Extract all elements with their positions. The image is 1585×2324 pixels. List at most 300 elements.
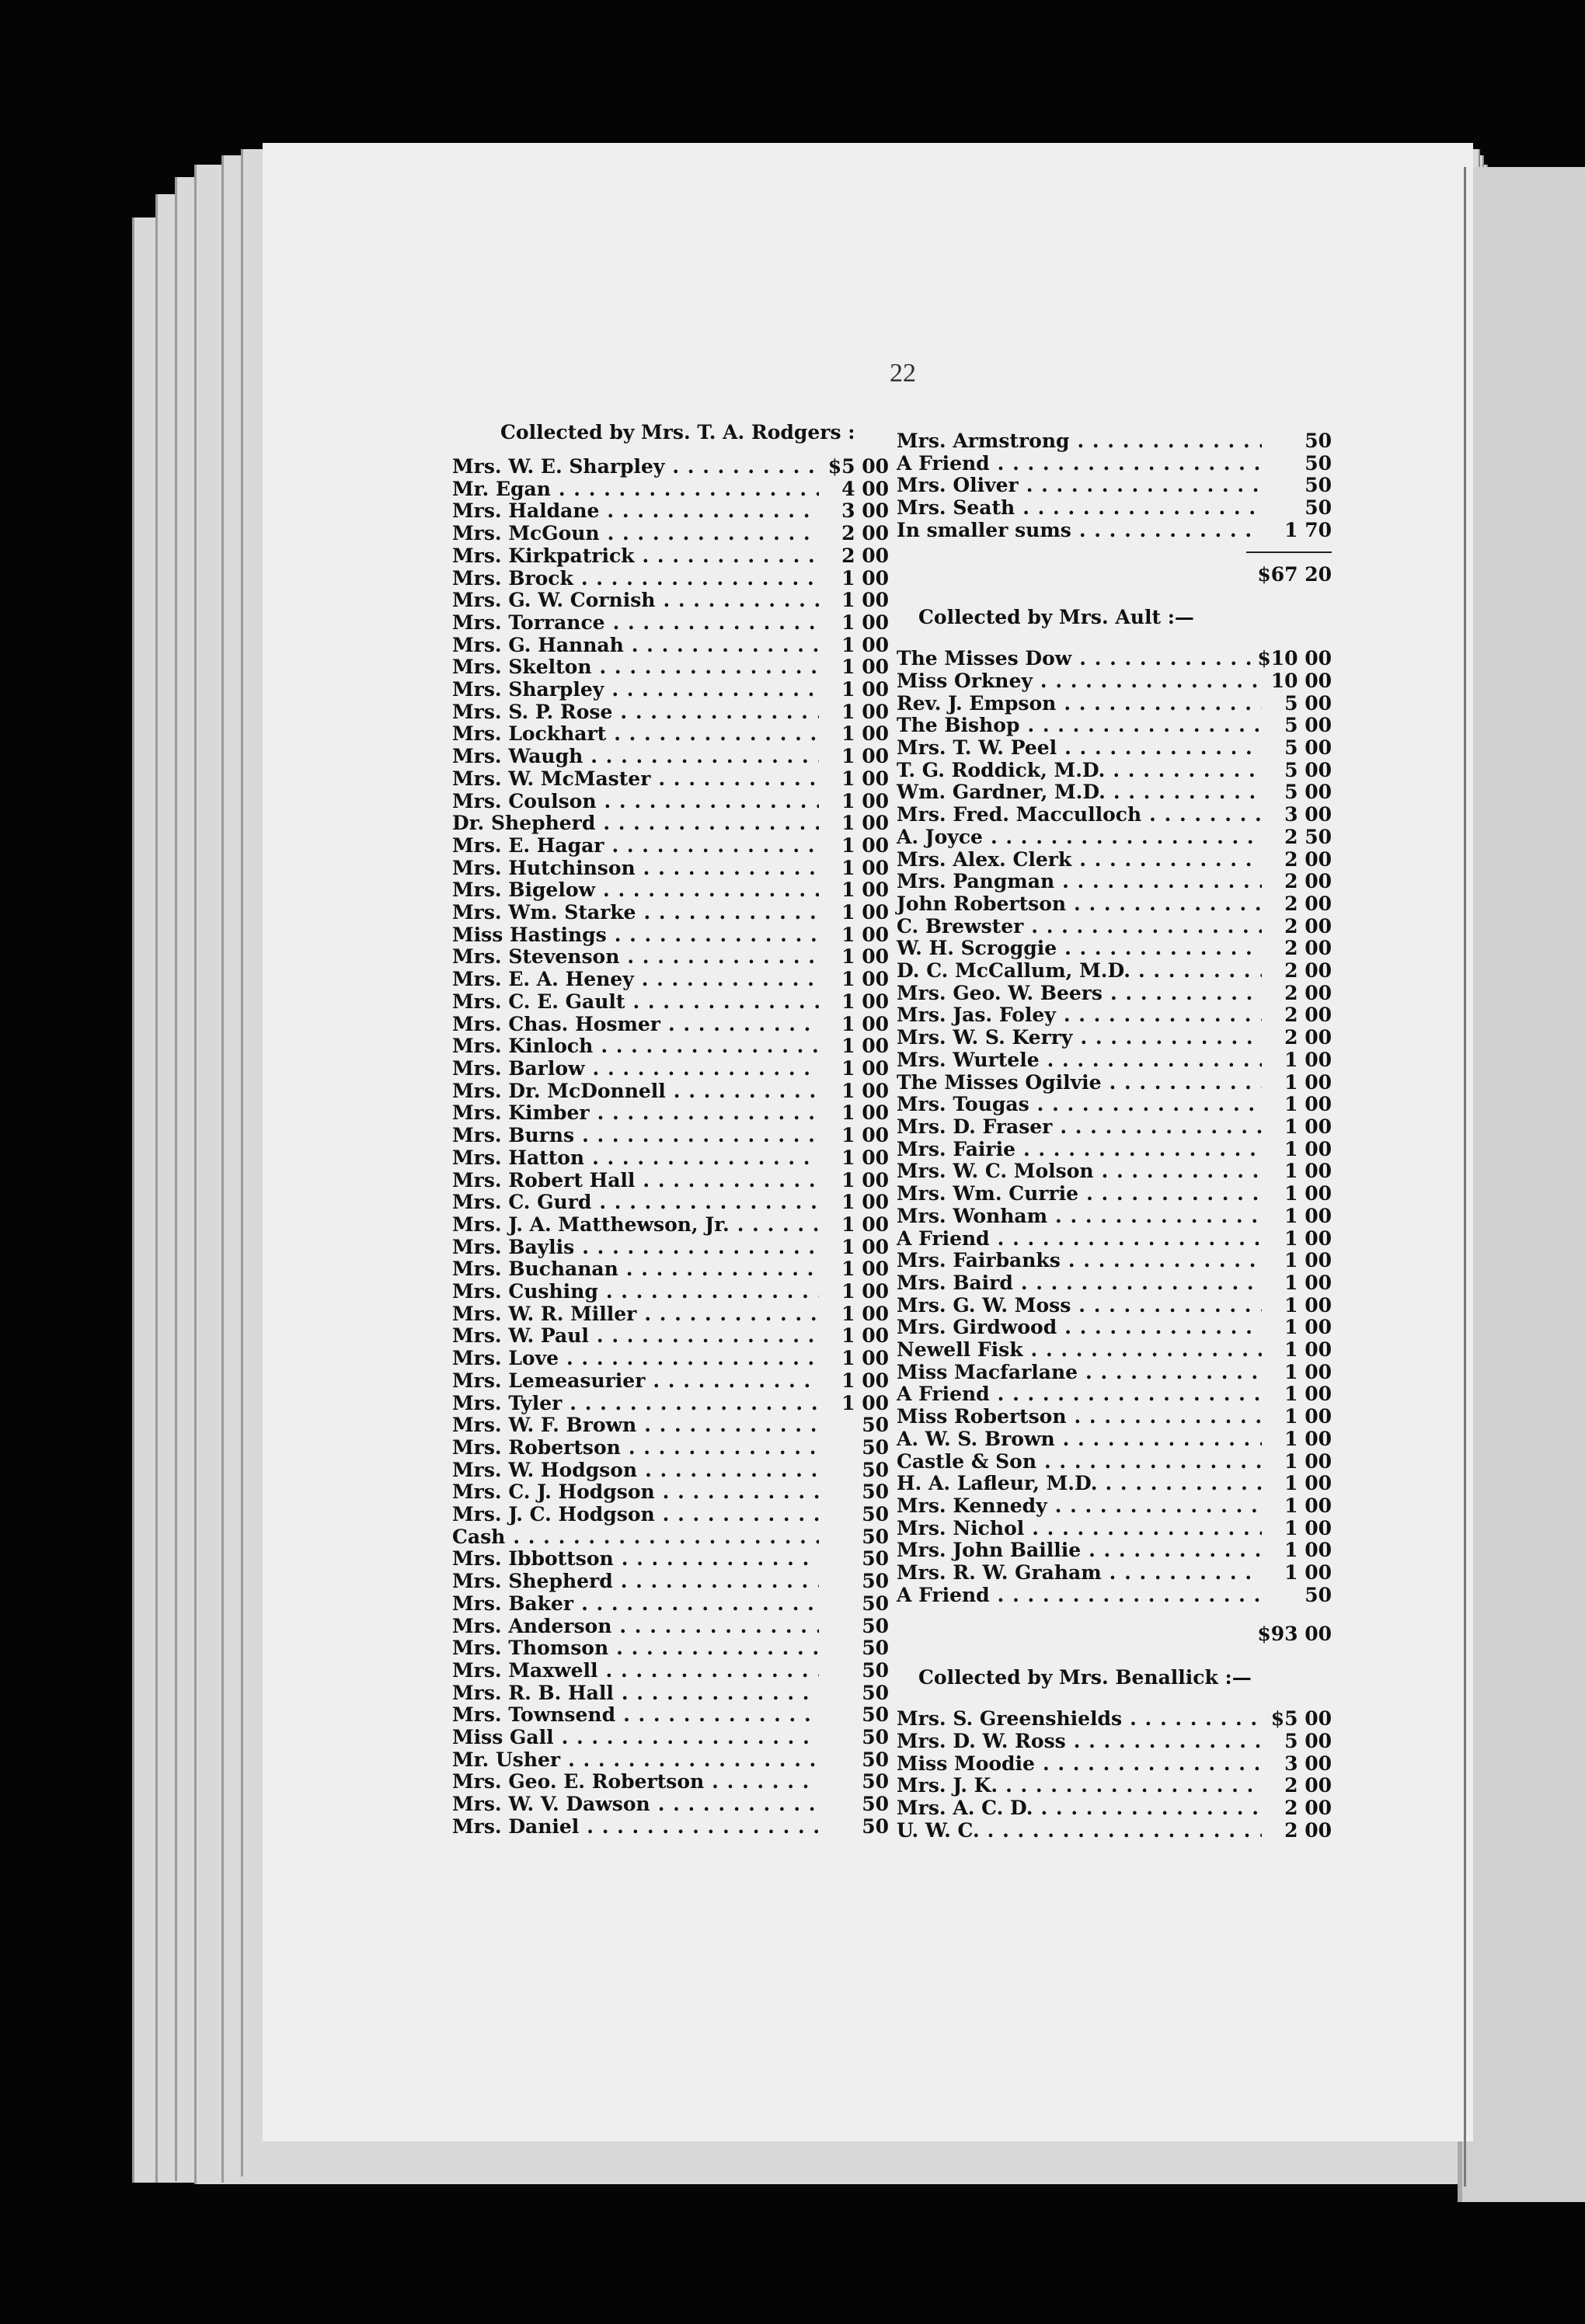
list-item [897,670,1332,693]
leader-dots [513,1526,819,1549]
donation-amount: 1 00 [841,1369,889,1392]
donation-amount: 50 [1305,451,1332,475]
donor-name: Mrs. Robertson [452,1435,621,1459]
list-item [452,1771,889,1793]
donor-name: Mrs. C. Gurd [452,1191,592,1214]
donor-name: Mrs. Fairbanks [897,1249,1061,1272]
list-item [452,1616,889,1638]
donation-amount: 5 00 [1284,781,1332,804]
donor-name: Mrs. Kinloch [452,1035,594,1058]
leader-dots [1102,1160,1262,1183]
list-item [452,946,889,969]
leader-dots [1047,1049,1262,1072]
donor-name: Mrs. R. W. Graham [897,1561,1102,1585]
donor-name: Mrs. C. E. Gault [452,990,625,1013]
leader-dots [1113,760,1262,782]
donation-amount: 50 [862,1458,889,1481]
donation-amount: 50 [862,1570,889,1593]
leader-dots [1043,1753,1262,1776]
donor-name: Mrs. Haldane [452,499,600,523]
leader-dots [593,1058,819,1080]
donor-name: A Friend [897,1226,990,1250]
list-item [452,1548,889,1571]
list-item [897,1160,1332,1183]
donor-name: Miss Robertson [897,1405,1067,1428]
leader-dots [603,812,819,835]
donation-amount: 1 00 [841,1258,889,1281]
donation-amount: 50 [862,1480,889,1504]
donation-amount: 1 00 [841,1347,889,1370]
leader-dots [1068,1250,1262,1272]
list-item [452,746,889,768]
list-item [452,1258,889,1281]
leader-dots [1005,1775,1262,1797]
list-item [452,1192,889,1214]
leader-dots [1064,693,1262,715]
list-item [452,1414,889,1437]
facing-page-edge [1458,167,1585,2202]
leader-dots [1064,1317,1262,1339]
donation-amount: 50 [1305,496,1332,520]
leader-dots [568,1749,819,1772]
donor-name: Miss Orkney [897,669,1033,692]
leader-dots [604,791,820,813]
leader-dots [1022,497,1262,520]
leader-dots [642,969,819,991]
donor-name: Mrs. Nichol [897,1516,1025,1539]
donor-name: Mrs. Maxwell [452,1658,598,1682]
donor-name: Mrs. Armstrong [897,430,1070,452]
donation-amount: 3 00 [1284,1752,1332,1775]
donation-amount: 2 00 [841,544,889,567]
donor-name: Mrs. McGoun [452,522,600,545]
donor-name: John Robertson [897,892,1067,915]
leader-dots [1064,1004,1262,1027]
leader-dots [626,1258,819,1281]
rodgers-list [452,456,889,1839]
list-item [452,1102,889,1125]
leader-dots [1075,1406,1262,1428]
list-item [897,497,1332,520]
leader-dots [606,1281,819,1303]
list-item [897,1362,1332,1384]
list-item [897,1317,1332,1339]
donation-amount: 1 00 [841,767,889,790]
donor-name: Mrs. G. Hannah [452,633,624,656]
donor-name: Mrs. Fred. Macculloch [897,803,1142,826]
list-item [452,1237,889,1259]
donation-amount: 1 00 [1284,1093,1332,1116]
list-item [897,960,1332,983]
list-item [452,768,889,791]
donor-name: Mrs. Fairie [897,1137,1015,1160]
donation-amount: 1 00 [841,1124,889,1147]
list-item [452,635,889,657]
leader-dots [737,1214,819,1237]
list-item [897,1139,1332,1161]
list-item [452,1170,889,1192]
donor-name: A Friend [897,1583,990,1606]
list-item [452,723,889,746]
leader-dots [991,826,1262,849]
donation-amount: 1 00 [841,1391,889,1414]
leader-dots [632,991,819,1014]
donor-name: The Misses Ogilvie [897,1070,1102,1094]
list-item [452,1593,889,1616]
donation-amount: 1 00 [841,878,889,902]
list-item [452,1214,889,1237]
donor-name: Mrs. J. A. Matthewson, Jr. [452,1212,730,1236]
donation-amount: 1 00 [1284,1115,1332,1138]
leader-dots [643,902,819,924]
list-item [452,1571,889,1593]
donor-name: Mrs. Baylis [452,1235,575,1258]
donation-amount: 50 [862,1525,889,1548]
donation-amount: 2 00 [1284,981,1332,1004]
list-item [897,893,1332,916]
list-item [452,568,889,590]
list-item [452,991,889,1014]
leader-dots [998,1585,1262,1607]
donation-amount: 1 00 [1284,1137,1332,1160]
donor-name: Mrs. Daniel [452,1814,580,1838]
donor-name: Mrs. E. A. Heney [452,968,634,991]
donor-name: Mrs. Love [452,1347,559,1370]
list-item [452,456,889,478]
donor-name: Mrs. Buchanan [452,1258,618,1281]
leader-dots [1063,1428,1262,1451]
list-item [897,1708,1332,1731]
donor-name: Mrs. Sharpley [452,678,604,701]
donation-amount: 1 00 [841,656,889,679]
leader-dots [621,1571,819,1593]
donation-amount: 1 00 [1284,1070,1332,1094]
list-item [452,1393,889,1415]
donation-amount: 1 00 [1284,1182,1332,1205]
list-item [897,1295,1332,1317]
donation-amount: 1 00 [1284,1204,1332,1227]
donor-name: Mrs. Tyler [452,1391,563,1414]
list-item [897,938,1332,960]
donor-name: Mrs. Townsend [452,1703,616,1727]
donation-amount: 1 00 [1284,1561,1332,1585]
donation-amount: 1 00 [1284,1494,1332,1517]
list-item [452,1660,889,1682]
leader-dots [658,768,819,791]
list-item [897,1562,1332,1585]
leader-dots [619,1616,819,1638]
leader-dots [1149,804,1262,826]
leader-dots [603,879,819,902]
donor-name: Castle & Son [897,1449,1037,1473]
donor-name: D. C. McCallum, M.D. [897,959,1130,983]
list-item [452,1348,889,1370]
donation-amount: 50 [862,1793,889,1816]
list-item [897,1406,1332,1428]
leader-dots [562,1727,819,1749]
leader-dots [623,1704,819,1727]
list-item [897,1205,1332,1228]
donation-amount: 1 00 [841,1235,889,1258]
list-item [452,1504,889,1526]
donor-name: Mrs. S. Greenshields [897,1707,1123,1731]
donation-amount: 1 00 [841,633,889,656]
donation-amount: 50 [862,1592,889,1615]
donation-amount: 2 50 [1284,825,1332,848]
leader-dots [622,1548,819,1571]
donor-name: Mrs. Waugh [452,745,583,768]
donor-name: Miss Hastings [452,923,607,946]
donation-amount: 50 [862,1681,889,1704]
donor-name: Cash [452,1525,506,1548]
donation-amount: 1 00 [1284,1539,1332,1562]
list-item [897,1027,1332,1049]
leader-dots [582,1125,819,1147]
donor-name: Mrs. Barlow [452,1056,585,1080]
leader-dots [1077,430,1262,453]
leader-dots [613,612,819,635]
list-item [452,879,889,902]
donation-amount: 2 00 [1284,1026,1332,1049]
donor-name: A Friend [897,451,990,475]
list-item [452,1125,889,1147]
leader-dots [1106,1473,1263,1495]
list-item [897,693,1332,715]
leader-dots [614,723,819,746]
donor-name: Mrs. Wonham [897,1204,1048,1227]
leader-dots [600,656,819,679]
donation-amount: 3 00 [841,499,889,523]
list-item [452,1727,889,1749]
list-item [452,1058,889,1080]
donation-amount: 5 00 [1284,736,1332,760]
list-item [452,1325,889,1348]
list-item [452,1793,889,1816]
donor-name: Mrs. W. R. Miller [452,1302,637,1325]
list-item [452,545,889,568]
list-item [897,1250,1332,1272]
donation-amount: $5 00 [827,455,889,478]
leader-dots [606,1660,819,1682]
binding-line [1464,167,1466,2187]
list-item [452,500,889,523]
donation-amount: 1 70 [1284,518,1332,541]
list-item [452,612,889,635]
leader-dots [1089,1539,1262,1562]
donation-amount: 50 [862,1770,889,1793]
list-item [897,1272,1332,1295]
list-item [897,1539,1332,1562]
donor-name: Mrs. Kirkpatrick [452,544,635,567]
leader-dots [559,478,819,501]
donation-amount: 1 00 [841,856,889,879]
donation-amount: 1 00 [841,923,889,946]
leader-dots [658,1793,819,1816]
list-item [452,1816,889,1839]
donor-name: Mrs. John Baillie [897,1539,1082,1562]
donation-amount: 1 00 [841,1168,889,1192]
leader-dots [581,568,819,590]
donor-name: Mrs. Stevenson [452,945,620,969]
donation-amount: 1 00 [841,745,889,768]
donation-amount: 1 00 [841,700,889,723]
list-item [897,1339,1332,1362]
leader-dots [597,1102,819,1125]
donor-name: Mrs. Baker [452,1592,574,1615]
donor-name: Mrs. Thomson [452,1637,609,1660]
donor-name: Miss Macfarlane [897,1360,1078,1383]
leader-dots [663,1504,819,1526]
donation-amount: 50 [862,1814,889,1838]
donor-name: A. W. S. Brown [897,1427,1055,1450]
donor-name: Mrs. W. McMaster [452,767,651,790]
donation-amount: 1 00 [1284,1516,1332,1539]
donation-amount: 1 00 [1284,1360,1332,1383]
leader-dots [672,456,819,478]
list-item [897,1428,1332,1451]
donor-name: Mrs. A. C. D. [897,1796,1033,1819]
donation-amount: 50 [862,1726,889,1749]
donor-name: Mrs. J. C. Hodgson [452,1503,655,1526]
list-item [897,1004,1332,1027]
rodgers-heading: Collected by Mrs. T. A. Rodgers : [500,421,855,444]
leader-dots [1113,781,1262,804]
leader-dots [1023,1139,1262,1161]
list-item [897,1116,1332,1139]
list-item [452,924,889,947]
donor-name: Mrs. J. K. [897,1774,998,1797]
leader-dots [1074,1731,1262,1753]
list-item [452,812,889,835]
leader-dots [1026,475,1262,497]
donor-name: Mrs. Geo. W. Beers [897,981,1103,1004]
donor-name: W. H. Scroggie [897,937,1057,960]
donation-amount: 2 00 [1284,959,1332,983]
donor-name: C. Brewster [897,914,1024,938]
donor-name: Mrs. Wm. Currie [897,1182,1079,1205]
donation-amount: 2 00 [1284,1818,1332,1842]
leader-dots [1060,1116,1262,1139]
leader-dots [1110,1072,1262,1094]
donation-amount: 1 00 [841,789,889,812]
continued-total: $67 20 [1257,562,1332,586]
leader-dots [1130,1708,1262,1731]
list-item [452,858,889,880]
donation-amount: 1 00 [841,589,889,612]
leader-dots [998,1383,1262,1406]
list-item [897,1383,1332,1406]
donor-name: Mrs. Lockhart [452,722,607,746]
donation-amount: 1 00 [1284,1449,1332,1473]
list-item [452,1035,889,1058]
donor-name: Mrs. Torrance [452,611,605,634]
leader-dots [1080,1027,1262,1049]
donor-name: Mrs. Chas. Hosmer [452,1012,660,1035]
donation-amount: 1 00 [841,1012,889,1035]
donor-name: Mrs. Ibbottson [452,1547,614,1571]
leader-dots [1040,670,1262,693]
leader-dots [1086,1183,1262,1205]
list-item [897,1094,1332,1116]
donation-amount: 1 00 [1284,1271,1332,1294]
donation-amount: 1 00 [841,812,889,835]
list-item [897,453,1332,475]
benallick-heading: Collected by Mrs. Benallick :— [918,1666,1252,1689]
donor-name: Mrs. W. S. Kerry [897,1026,1073,1049]
leader-dots [645,1459,819,1482]
donation-amount: 50 [862,1748,889,1771]
leader-dots [629,1437,819,1459]
donor-name: Mrs. Anderson [452,1614,612,1637]
donor-name: H. A. Lafleur, M.D. [897,1472,1098,1495]
donor-name: Mrs. Tougas [897,1093,1029,1116]
donation-amount: 1 00 [1284,1338,1332,1362]
donation-amount: 5 00 [1284,714,1332,737]
donation-amount: 2 00 [1284,892,1332,915]
donation-amount: 50 [1305,474,1332,497]
donation-amount: 2 00 [1284,937,1332,960]
donor-name: Mrs. Alex. Clerk [897,847,1072,871]
leader-dots [1031,916,1262,938]
right-column [897,430,1332,1842]
leader-dots [712,1771,819,1793]
donor-name: Mrs. G. W. Cornish [452,589,656,612]
donation-amount: 2 00 [1284,1004,1332,1027]
donor-name: Mrs. W. E. Sharpley [452,455,665,478]
donation-amount: $10 00 [1257,647,1332,670]
list-item [897,1183,1332,1205]
list-item [452,590,889,612]
leader-dots [668,1014,819,1036]
leader-dots [1027,715,1262,737]
list-item [452,1481,889,1504]
donation-amount: 1 00 [1284,1249,1332,1272]
donor-name: Mrs. W. V. Dawson [452,1793,650,1816]
leader-dots [643,1170,819,1192]
donor-name: A. Joyce [897,825,983,848]
benallick-list [897,1708,1332,1842]
donor-name: Mrs. Baird [897,1271,1013,1294]
leader-dots [653,1370,819,1393]
donation-amount: 1 00 [841,1302,889,1325]
leader-dots [1079,520,1262,542]
total-rule [1246,551,1332,553]
donation-amount: 1 00 [841,1056,889,1080]
list-item [897,760,1332,782]
list-item [452,1147,889,1170]
leader-dots [1085,1362,1262,1384]
list-item [897,983,1332,1005]
donor-name: Mrs. Seath [897,496,1015,520]
donation-amount: 10 00 [1270,669,1332,692]
donation-amount: 1 00 [841,1101,889,1125]
leader-dots [1037,1094,1262,1116]
donation-amount: 1 00 [841,1035,889,1058]
list-item [452,1459,889,1482]
leader-dots [599,1192,819,1214]
donor-name: Mrs. W. F. Brown [452,1414,637,1437]
donation-amount: 1 00 [841,945,889,969]
donation-amount: 1 00 [1284,1316,1332,1339]
donation-amount: 50 [1305,430,1332,452]
leader-dots [582,1237,819,1259]
donor-name: Dr. Shepherd [452,812,596,835]
leader-dots [587,1816,819,1839]
donation-amount: 2 00 [841,522,889,545]
donor-name: Mrs. Skelton [452,656,592,679]
ault-heading: Collected by Mrs. Ault :— [918,606,1194,629]
donor-name: Mrs. Jas. Foley [897,1004,1056,1027]
